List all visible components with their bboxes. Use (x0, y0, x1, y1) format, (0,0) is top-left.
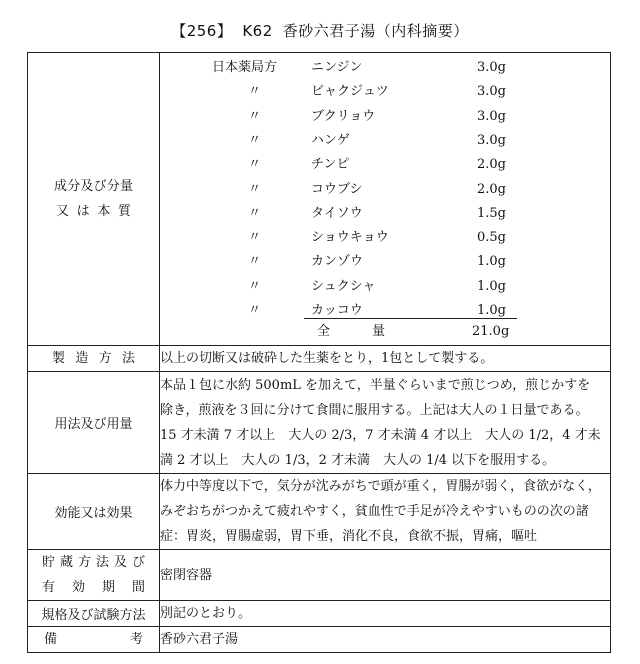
remarks-row (28, 627, 611, 653)
ingredient-row (160, 250, 610, 274)
ingredient-source: 〃 (248, 205, 262, 221)
title-number: 【256】 (171, 22, 233, 40)
usage-label-text: 用法及び用量 (54, 417, 133, 432)
ingredient-amount: 2.0g (477, 181, 506, 197)
remarks-text: 香砂六君子湯 (160, 627, 611, 653)
efficacy-line: 症：胃炎，胃腸虚弱，胃下垂，消化不良，食欲不振，胃痛，嘔吐 (160, 529, 538, 544)
total-label: 全量 (317, 324, 385, 339)
remarks-label-text: 備考 (44, 632, 143, 647)
manufacturing-label-text: 製造方法 (52, 351, 135, 366)
ingredient-source: 〃 (248, 278, 262, 294)
manufacturing-label (28, 346, 160, 372)
usage-line: 満 2 才以上 大人の 1/3，2 才未満 大人の 1/4 以下を服用する。 (160, 453, 556, 468)
composition-row (28, 53, 611, 346)
ingredient-name: ビャクジュツ (311, 84, 389, 100)
ingredient-source: 〃 (248, 181, 262, 197)
ingredient-source: 〃 (248, 254, 262, 270)
total-row (160, 320, 610, 344)
efficacy-line: みぞおちがつかえて疲れやすく，貧血性で手足が冷えやすいものの次の諸 (160, 504, 589, 519)
remarks-label (28, 627, 160, 653)
storage-label-line1: 貯蔵方法及び (42, 555, 145, 570)
composition-label (28, 53, 160, 346)
ingredient-source: 〃 (248, 108, 262, 124)
manufacturing-row (28, 346, 611, 372)
ingredient-name: タイソウ (311, 205, 363, 221)
storage-text: 密閉容器 (160, 550, 611, 601)
ingredient-source: 〃 (248, 84, 262, 100)
ingredient-row (160, 105, 610, 129)
ingredient-amount: 1.5g (477, 205, 506, 221)
ingredient-row (160, 275, 610, 299)
ingredient-amount: 3.0g (477, 60, 506, 75)
ingredient-name: ニンジン (311, 60, 363, 75)
ingredient-name: カンゾウ (311, 254, 364, 270)
monograph-table (27, 52, 611, 653)
ingredient-name: ブクリョウ (311, 108, 376, 124)
specs-label-text: 規格及び試験方法 (41, 608, 146, 623)
ingredient-name: シュクシャ (311, 278, 376, 294)
ingredient-row (160, 202, 610, 226)
ingredient-source: 〃 (248, 230, 262, 246)
usage-line: 15 才未満 7 才以上 大人の 2/3，7 才未満 4 才以上 大人の 1/2，4 才未 (160, 428, 601, 443)
ingredient-row (160, 80, 610, 104)
ingredient-row (160, 153, 610, 177)
composition-label-line2: 又は本質 (56, 204, 131, 219)
efficacy-line: 体力中等度以下で，気分が沈みがちで頭が重く，胃腸が弱く，食欲がなく， (160, 479, 601, 494)
ingredient-source: 〃 (248, 132, 262, 148)
ingredient-row (160, 226, 610, 250)
ingredient-source: 〃 (248, 157, 262, 173)
ingredient-list (160, 53, 610, 345)
storage-row (28, 550, 611, 601)
ingredient-amount: 1.0g (477, 278, 506, 294)
title-name: 香砂六君子湯（内科摘要） (282, 22, 469, 40)
ingredient-amount: 1.0g (477, 303, 506, 318)
ingredient-row (160, 299, 610, 323)
ingredient-amount: 3.0g (477, 84, 506, 100)
usage-line: 本品１包に水約 500mL を加えて，半量ぐらいまで煎じつめ，煎じかすを (160, 378, 591, 393)
efficacy-row (28, 474, 611, 550)
usage-line: 除き，煎液を３回に分けて食間に服用する。上記は大人の１日量である。 (160, 403, 589, 418)
efficacy-label-text: 効能又は効果 (54, 506, 133, 521)
ingredient-row (160, 129, 610, 153)
total-amount: 21.0g (472, 324, 510, 339)
ingredient-amount: 0.5g (477, 230, 506, 246)
storage-label (28, 550, 160, 601)
ingredient-amount: 1.0g (477, 254, 506, 270)
ingredient-amount: 3.0g (477, 132, 506, 148)
ingredient-amount: 3.0g (477, 108, 506, 124)
document-title (0, 20, 640, 41)
ingredient-name: ショウキョウ (311, 230, 389, 246)
ingredient-name: ハンゲ (311, 132, 350, 148)
ingredient-row (160, 178, 610, 202)
efficacy-text (160, 474, 611, 550)
storage-label-line2: 有効期間 (42, 580, 145, 595)
usage-row (28, 372, 611, 474)
ingredient-name: コウブシ (311, 181, 363, 197)
specs-label (28, 601, 160, 627)
ingredient-source: 〃 (248, 303, 262, 318)
specs-row (28, 601, 611, 627)
efficacy-label (28, 474, 160, 550)
ingredient-source: 日本薬局方 (212, 60, 278, 75)
ingredient-name: チンピ (311, 157, 350, 173)
manufacturing-text: 以上の切断又は破砕した生薬をとり，1包として製する。 (160, 346, 611, 372)
composition-label-line1: 成分及び分量 (54, 179, 133, 194)
usage-text (160, 372, 611, 474)
specs-text: 別記のとおり。 (160, 601, 611, 627)
usage-label (28, 372, 160, 474)
ingredient-name: カッコウ (311, 303, 363, 318)
title-code: K62 (242, 22, 273, 40)
ingredient-amount: 2.0g (477, 157, 506, 173)
composition-cell (160, 53, 611, 346)
ingredient-row (160, 56, 610, 80)
